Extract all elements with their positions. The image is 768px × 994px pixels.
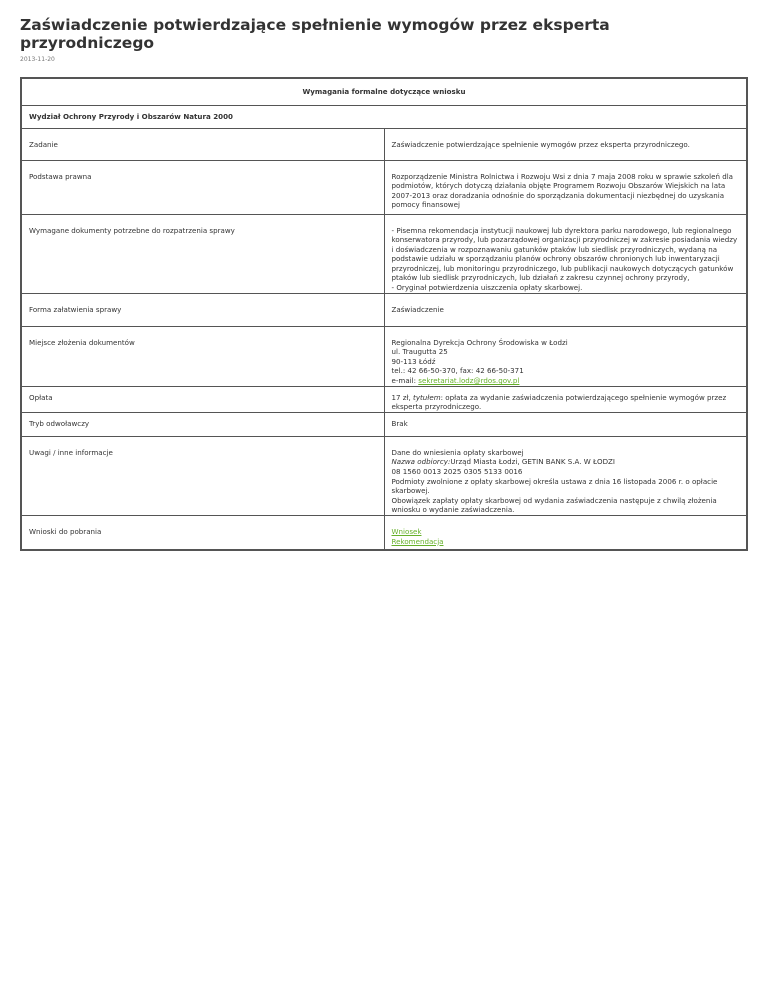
row-label: Wymagane dokumenty potrzebne do rozpatrzenia sprawy [21, 214, 384, 293]
table-heading: Wymagania formalne dotyczące wniosku [21, 78, 747, 105]
row-value: Rozporządzenie Ministra Rolnictwa i Rozwoju Wsi z dnia 7 maja 2008 roku w sprawie szkoleń dla podmiotów, których dotyczą działania objęte Programem Rozwoju Obszarów Wiejskich na lata 2007-2013 oraz doradzania odnośnie do sporządzania dokumentacji niezbędnej do uzyskania pomocy finansowej [384, 160, 747, 214]
document-requirement: - Oryginał potwierdzenia uiszczenia opłaty skarbowej. [391, 283, 583, 293]
publish-date: 2013-11-20 [20, 56, 55, 63]
payment-recipient [392, 457, 740, 467]
fee-amount: 17 zł, [391, 392, 414, 402]
page-title: Zaświadczenie potwierdzające spełnienie wymogów przez eksperta przyrodniczego [20, 16, 610, 52]
row-value: Zaświadczenie potwierdzające spełnienie wymogów przez eksperta przyrodniczego. [384, 128, 747, 160]
row-value [384, 386, 747, 412]
fee-title-label: tytułem [413, 392, 441, 402]
row-value [384, 326, 747, 386]
table-row [21, 516, 747, 550]
row-label: Forma załatwienia sprawy [21, 293, 384, 326]
table-row [21, 214, 747, 293]
office-name: Regionalna Dyrekcja Ochrony Środowiska w Łodzi [391, 337, 568, 347]
download-application-link[interactable]: Wniosek [391, 527, 422, 536]
table-row [21, 412, 747, 436]
row-value: Brak [384, 412, 747, 436]
fee-description: : opłata za wydanie zaświadczenia potwierdzającego spełnienie wymogów przez eksperta przyrodniczego. [391, 392, 727, 412]
row-value [384, 516, 747, 550]
email-prefix: e-mail: [391, 376, 419, 386]
office-phone: tel.: 42 66-50-370, fax: 42 66-50-371 [391, 366, 524, 376]
recipient-name: Urząd Miasta Łodzi, GETIN BANK S.A. W ŁODZI [450, 457, 615, 467]
document-requirement: - Pisemna rekomendacja instytucji naukowej lub dyrektora parku narodowego, lub regionalnego konserwatora przyrody, lub pozarządowej organizacji przyrodniczej w zakresie posiadania wiedzy i doświadczenia w rozpoznawaniu gatunków ptaków lub siedlisk przyrodniczych, wydaną na podstawie udziału w sporządzaniu planów ochrony obszarów chronionych lub inwentaryzacji przyrodniczej, lub monitoringu przyrodniczego, lub publikacji naukowych dotyczących gatunków ptaków lub siedlisk przyrodniczych, lub działań z zakresu czynnej ochrony przyrody, [391, 225, 738, 283]
row-label: Wnioski do pobrania [21, 516, 384, 550]
row-label: Opłata [21, 386, 384, 412]
table-row [21, 293, 747, 326]
download-recommendation-link[interactable]: Rekomendacja [391, 536, 444, 546]
table-row [21, 128, 747, 160]
office-city: 90-113 Łódź [391, 356, 436, 366]
recipient-label: Nazwa odbiorcy: [391, 457, 451, 467]
row-label: Miejsce złożenia dokumentów [21, 326, 384, 386]
payment-obligation-note: Obowiązek zapłaty opłaty skarbowej od wydania zaświadczenia następuje z chwilą złożenia wniosku o wydanie zaświadczenia. [391, 495, 717, 515]
office-street: ul. Traugutta 25 [391, 347, 448, 357]
row-value: Zaświadczenie [384, 293, 747, 326]
requirements-table [20, 77, 748, 551]
exemption-note: Podmioty zwolnione z opłaty skarbowej określa ustawa z dnia 16 listopada 2006 r. o opłacie skarbowej. [391, 476, 718, 496]
row-value [384, 436, 747, 515]
row-label: Zadanie [21, 128, 384, 160]
department-name: Wydział Ochrony Przyrody i Obszarów Natura 2000 [21, 105, 747, 128]
table-row [21, 436, 747, 515]
row-label: Uwagi / inne informacje [21, 436, 384, 515]
table-row [21, 386, 747, 412]
table-row [21, 160, 747, 214]
table-row [21, 326, 747, 386]
row-value [384, 214, 747, 293]
email-link[interactable]: sekretariat.lodz@rdos.gov.pl [418, 376, 520, 386]
office-email-line [392, 376, 740, 386]
row-label: Podstawa prawna [21, 160, 384, 214]
row-label: Tryb odwoławczy [21, 412, 384, 436]
bank-account-number: 08 1560 0013 2025 0305 5133 0016 [391, 467, 523, 477]
payment-info-heading: Dane do wniesienia opłaty skarbowej [391, 447, 524, 457]
